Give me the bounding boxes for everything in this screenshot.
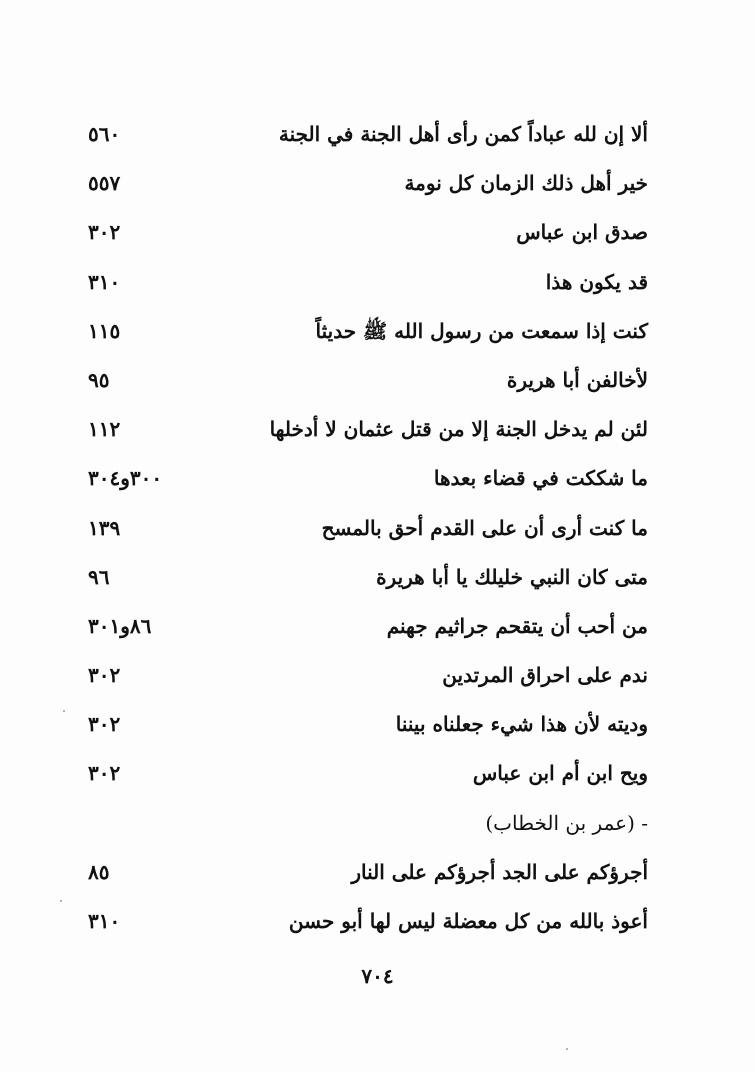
entry-page-ref: ٥٦٠	[88, 122, 121, 146]
entry-text: متى كان النبي خليلك يا أبا هريرة	[376, 564, 648, 589]
entry-page-ref: ١١٢	[88, 417, 121, 442]
page-number: ٧٠٤	[361, 964, 394, 988]
index-entry	[88, 407, 648, 456]
index-entry	[88, 161, 648, 210]
index-entry	[88, 456, 648, 505]
section-heading	[88, 801, 648, 850]
index-entry	[88, 506, 648, 555]
entry-page-ref: ٣٠٢	[88, 663, 121, 688]
index-entry	[88, 358, 648, 407]
index-entry	[88, 260, 648, 309]
entry-text: لأخالفن أبا هريرة	[506, 367, 648, 392]
index-entries	[88, 112, 648, 948]
entry-text: صدق ابن عباس	[516, 220, 648, 245]
index-entry	[88, 899, 648, 948]
entry-page-ref: ٥٥٧	[88, 171, 121, 196]
scan-speck	[60, 900, 62, 902]
entry-page-ref: ٣٠٢	[88, 220, 121, 245]
entry-page-ref: ٣١٠	[88, 269, 121, 294]
entry-page-ref: ٩٦	[88, 564, 110, 589]
entry-page-ref: ٣٠٠و٣٠٤	[88, 466, 163, 491]
entry-page-ref: ١٣٩	[88, 515, 121, 540]
entry-text: أعوذ بالله من كل معضلة ليس لها أبو حسن	[288, 909, 648, 933]
entry-page-ref: ٩٥	[88, 367, 110, 392]
entry-page-ref: ٨٥	[88, 859, 110, 884]
entry-text: لئن لم يدخل الجنة إلا من قتل عثمان لا أدخلها	[269, 417, 648, 442]
entry-text: ويح ابن أم ابن عباس	[472, 761, 648, 786]
index-entry	[88, 850, 648, 899]
section-heading-text: - (عمر بن الخطاب)	[485, 810, 648, 835]
entry-text: أجرؤكم على الجد أجرؤكم على النار	[351, 859, 648, 884]
entry-text: خير أهل ذلك الزمان كل نومة	[404, 171, 648, 196]
scan-speck	[566, 1048, 568, 1050]
index-entry	[88, 653, 648, 702]
index-entry	[88, 112, 648, 161]
entry-text: ما كنت أرى أن على القدم أحق بالمسح	[321, 515, 648, 540]
entry-page-ref: ٨٦و٣٠١	[88, 613, 152, 638]
entry-text: قد يكون هذا	[545, 269, 648, 294]
entry-page-ref: ١١٥	[88, 318, 121, 343]
scan-speck	[63, 710, 65, 712]
entry-text: وديته لأن هذا شيء جعلناه بيننا	[395, 712, 648, 737]
index-entry	[88, 751, 648, 800]
index-entry	[88, 210, 648, 259]
entry-page-ref: ٣٠٢	[88, 712, 121, 737]
entry-page-ref: ٣٠٢	[88, 761, 121, 786]
index-entry	[88, 604, 648, 653]
entry-page-ref: ٣١٠	[88, 909, 121, 933]
entry-text: ألا إن لله عباداً كمن رأى أهل الجنة في الجنة	[278, 122, 648, 146]
entry-text: من أحب أن يتقحم جراثيم جهنم	[386, 613, 648, 638]
entry-text: ما شككت في قضاء بعدها	[433, 466, 648, 491]
index-entry	[88, 555, 648, 604]
index-entry	[88, 309, 648, 358]
entry-text: ندم على احراق المرتدين	[442, 663, 648, 688]
entry-text: كنت إذا سمعت من رسول الله ﷺ حديثاً	[315, 318, 648, 343]
index-entry	[88, 702, 648, 751]
